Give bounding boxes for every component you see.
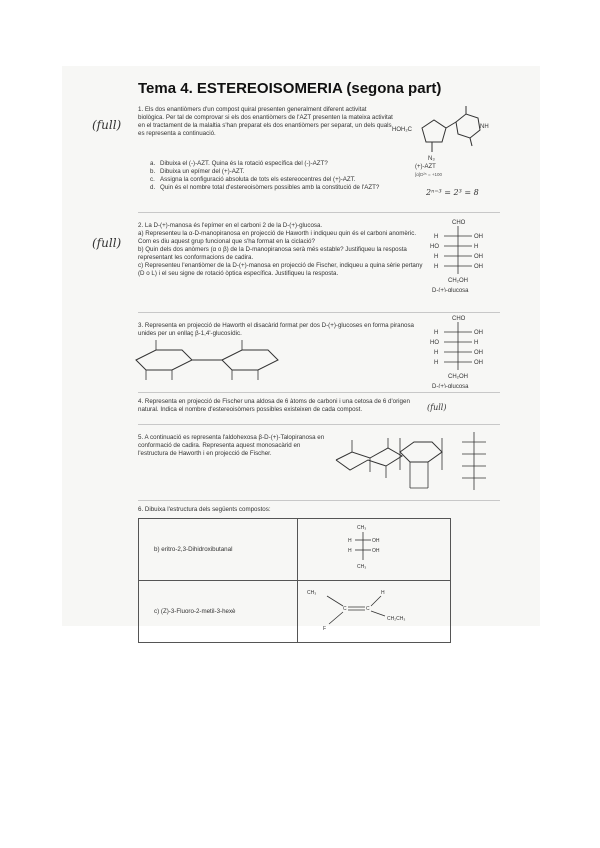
svg-text:HOH₂C: HOH₂C: [392, 127, 412, 133]
svg-text:F: F: [323, 626, 327, 632]
divider-5: [138, 500, 500, 501]
q5-text: 5. A continuació es representa l'aldohexosa β-D-(+)-Talopiranosa en conformació de cadira. Representa aquest monosacàrid en l'estructura de Haworth i en projecció de Fischer.: [138, 434, 325, 457]
svg-text:C: C: [366, 606, 370, 612]
q1-item-a: a. Dibuixa el (-)-AZT. Quina és la rotació específica del (-)-AZT?: [150, 160, 328, 167]
svg-text:OH: OH: [474, 360, 483, 366]
q1-intro: 1. Els dos enantiòmers d'un compost quiral presenten generalment diferent activitat biològica. Per tal de comprovar si els dos enantiòmers de l'AZT presenten la mateixa activitat en el tractament de la malaltia s'han preparat els dos enantiòmers per separat, un dels quals es representa a continuació.: [138, 106, 393, 137]
svg-text:OH: OH: [372, 548, 380, 554]
svg-text:H: H: [381, 590, 385, 596]
fluoro-methyl-hexene: [299, 582, 449, 636]
q6-row-c-label: c) (Z)-3-Fluoro-2-metil-3-hexè: [139, 581, 298, 643]
q3-glucose-fischer: [428, 312, 498, 388]
svg-text:CH₃: CH₃: [357, 525, 367, 531]
svg-text:HO: HO: [430, 244, 439, 250]
svg-text:H: H: [348, 538, 352, 544]
q6-row-b-answer: [298, 519, 451, 581]
q2-intro: 2. La D-(+)-manosa és l'epímer en el carboni 2 de la D-(+)-glucosa.: [138, 222, 323, 229]
svg-text:OH: OH: [474, 234, 483, 240]
svg-text:H: H: [474, 244, 479, 250]
svg-text:CH₃: CH₃: [357, 564, 367, 570]
azt-structure: [392, 98, 502, 178]
svg-text:OH: OH: [372, 538, 380, 544]
svg-text:H: H: [474, 340, 479, 346]
svg-text:H: H: [434, 330, 439, 336]
q2-a: a) Representeu la α-D-manopiranosa en projecció de Haworth i indiqueu quin és el carboni anomèric. Com es diu aquest grup funcional que s'ha format en la ciclació?: [138, 230, 417, 245]
svg-text:D-(+)-glucosa: D-(+)-glucosa: [432, 288, 469, 292]
page-title: Tema 4. ESTEREOISOMERIA (segona part): [138, 80, 442, 97]
svg-text:H: H: [434, 360, 439, 366]
divider-4: [138, 424, 500, 425]
svg-text:H: H: [434, 254, 439, 260]
q1-item-b: b. Dibuixa un epímer del (+)-AZT.: [150, 168, 245, 175]
dihydroxybutanal-fischer: [299, 520, 449, 574]
q6-row-c-answer: [298, 581, 451, 643]
svg-text:CHO: CHO: [452, 220, 466, 226]
svg-text:OH: OH: [474, 254, 483, 260]
svg-text:H: H: [434, 234, 439, 240]
divider-1: [138, 212, 500, 213]
svg-text:CHO: CHO: [452, 316, 466, 322]
svg-text:H: H: [434, 350, 439, 356]
svg-text:NH: NH: [480, 124, 489, 130]
q4-text: 4. Representa en projecció de Fischer una aldosa de 6 àtoms de carboni i una cetosa de 6 d'origen natural. Indica el nombre d'estereoisòmers possibles existeixen de cada compost.: [138, 398, 410, 413]
svg-text:HO: HO: [430, 340, 439, 346]
svg-text:CH₂OH: CH₂OH: [448, 278, 468, 284]
svg-text:CH₂CH₃: CH₂CH₃: [387, 616, 406, 622]
margin-note-q2: (full): [92, 236, 122, 250]
table-row: [139, 581, 451, 643]
q2-b: b) Quin dels dos anòmers (α o β) de la D-manopiranosa serà més estable? Justifiqueu la resposta representant les conformacions de cadira.: [138, 246, 407, 261]
svg-text:D-(+)-glucosa: D-(+)-glucosa: [432, 384, 469, 388]
q6-row-b-label: b) eritro-2,3-Dihidroxibutanal: [139, 519, 298, 581]
margin-note-q4: (full): [427, 403, 447, 412]
q1-answer-d: 2ⁿ⁼³ = 2³ = 8: [426, 188, 479, 197]
table-row: [139, 519, 451, 581]
divider-3: [138, 392, 500, 393]
svg-text:OH: OH: [474, 350, 483, 356]
svg-text:(+)-AZT: (+)-AZT: [415, 164, 436, 170]
q3-text: 3. Representa en projecció de Haworth el disacàrid format per dos D-(+)-glucoses en forma piranosa unides per un enllaç β-1,4'-glucosídic.: [138, 322, 414, 337]
svg-text:OH: OH: [474, 330, 483, 336]
q5-fischer-answer: [452, 426, 498, 498]
disaccharide-haworth: [126, 336, 326, 388]
svg-text:CH₂OH: CH₂OH: [448, 374, 468, 380]
svg-text:[α]D²⁵ = +100: [α]D²⁵ = +100: [415, 172, 442, 177]
q5-haworth-answer: [392, 430, 450, 496]
svg-text:CH₃: CH₃: [307, 590, 317, 596]
svg-text:N₃: N₃: [428, 156, 435, 162]
q2-text: [138, 222, 428, 278]
margin-note-q1: (full): [92, 118, 122, 132]
q6-table: [138, 518, 451, 643]
svg-text:H: H: [434, 264, 439, 270]
q2-glucose-fischer: [428, 216, 498, 292]
svg-text:H: H: [348, 548, 352, 554]
q1-item-d: d. Quin és el nombre total d'estereoisòmers possibles amb la constitució de l'AZT?: [150, 184, 380, 191]
q2-c: c) Representeu l'enantiòmer de la D-(+)-manosa en projecció de Fischer, indiqueu a quina sèrie pertany (D o L) i el seu signe de rotació òptica específica. Justifiqueu la resposta.: [138, 262, 423, 277]
q6-heading: 6. Dibuixa l'estructura dels següents compostos:: [138, 506, 271, 513]
q1-item-c: c. Assigna la configuració absoluta de tots els estereocentres del (+)-AZT.: [150, 176, 356, 183]
svg-text:C: C: [343, 606, 347, 612]
svg-text:OH: OH: [474, 264, 483, 270]
